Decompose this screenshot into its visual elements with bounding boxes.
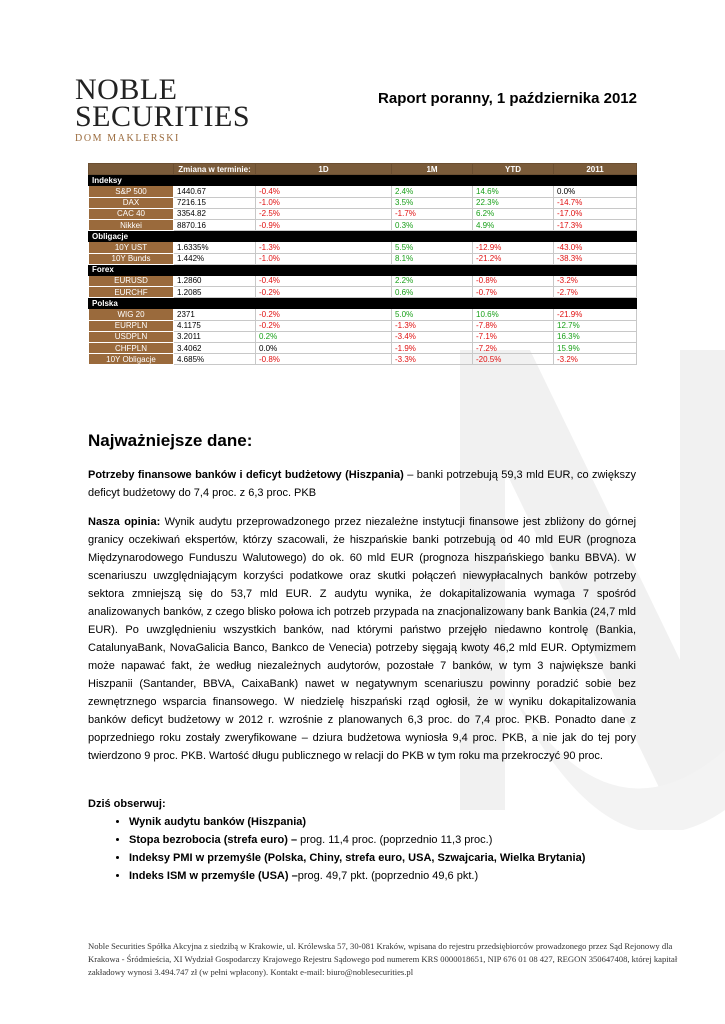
list-item	[129, 813, 648, 831]
table-header-row	[89, 164, 637, 175]
change-m1: 0.6%	[392, 287, 473, 298]
watch-list	[88, 813, 648, 885]
news-headline: Potrzeby finansowe banków i deficyt budżetowy (Hiszpania)	[88, 469, 404, 481]
change-ytd: -7.1%	[473, 331, 554, 342]
change-y2011: -3.2%	[554, 275, 637, 286]
instrument-name: DAX	[89, 197, 174, 208]
change-d1: -1.0%	[256, 197, 392, 208]
change-y2011: -3.2%	[554, 354, 637, 365]
table-section-row	[89, 231, 637, 242]
change-m1: 8.1%	[392, 253, 473, 264]
section-label: Forex	[89, 264, 637, 275]
column-header: YTD	[473, 164, 554, 175]
table-section-row	[89, 298, 637, 309]
table-section-row	[89, 175, 637, 186]
change-m1: -3.4%	[392, 331, 473, 342]
change-ytd: 6.2%	[473, 208, 554, 219]
change-ytd: 10.6%	[473, 309, 554, 320]
change-m1: 0.3%	[392, 219, 473, 230]
instrument-value: 4.685%	[174, 354, 256, 365]
table-row	[89, 354, 637, 365]
table-row	[89, 320, 637, 331]
change-m1: 3.5%	[392, 197, 473, 208]
table-row	[89, 343, 637, 354]
change-d1: -0.2%	[256, 320, 392, 331]
change-d1: -1.0%	[256, 253, 392, 264]
watch-item-bold: Stopa bezrobocia (strefa euro) –	[129, 834, 298, 846]
company-footer: Noble Securities Spółka Akcyjna z siedzibą w Krakowie, ul. Królewska 57, 30-081 Kraków, wpisana do rejestru przedsiębiorców prowadzonego przez Sąd Rejonowy dla Krakowa - Śródmieścia, XI Wydział Gospodarczy Krajowego Rejestru Sądowego pod numerem KRS 0000018651, NIP 676 01 08 427, REGON 350647408, której kapitał zakładowy wynosi 3.494.747 zł (w pełni wpłacony). Kontakt e-mail: biuro@noblesecurities.pl	[88, 941, 678, 977]
change-d1: -0.8%	[256, 354, 392, 365]
column-header: 1D	[256, 164, 392, 175]
watch-item-bold: Wynik audytu banków (Hiszpania)	[129, 816, 307, 828]
change-m1: -1.9%	[392, 343, 473, 354]
instrument-value: 3.2011	[174, 331, 256, 342]
table-row	[89, 219, 637, 230]
column-header: 1M	[392, 164, 473, 175]
change-m1: 5.5%	[392, 242, 473, 253]
logo-line2: SECURITIES	[75, 100, 251, 133]
table-row	[89, 309, 637, 320]
instrument-name: 10Y Bunds	[89, 253, 174, 264]
table-row	[89, 208, 637, 219]
table-row	[89, 197, 637, 208]
instrument-value: 1440.67	[174, 186, 256, 197]
news-paragraph	[88, 466, 636, 502]
logo-subtitle: DOM MAKLERSKI	[75, 133, 180, 144]
table-row	[89, 242, 637, 253]
section-title: Najważniejsze dane:	[88, 431, 253, 450]
instrument-value: 1.2085	[174, 287, 256, 298]
instrument-name: EURPLN	[89, 320, 174, 331]
section-label: Polska	[89, 298, 637, 309]
list-item	[129, 849, 648, 867]
change-m1: 2.4%	[392, 186, 473, 197]
watch-title: Dziś obserwuj:	[88, 798, 166, 810]
change-y2011: -17.0%	[554, 208, 637, 219]
section-label: Obligacje	[89, 231, 637, 242]
instrument-name: CHFPLN	[89, 343, 174, 354]
instrument-name: WIG 20	[89, 309, 174, 320]
instrument-value: 3354.82	[174, 208, 256, 219]
change-y2011: -17.3%	[554, 219, 637, 230]
change-ytd: -7.8%	[473, 320, 554, 331]
watch-item-bold: Indeksy PMI w przemyśle (Polska, Chiny, strefa euro, USA, Szwajcaria, Wielka Brytania)	[129, 852, 586, 864]
change-y2011: -2.7%	[554, 287, 637, 298]
watch-section	[88, 795, 648, 885]
instrument-name: S&P 500	[89, 186, 174, 197]
instrument-value: 4.1175	[174, 320, 256, 331]
watch-item-bold: Indeks ISM w przemyśle (USA) –	[129, 870, 298, 882]
change-d1: -0.4%	[256, 275, 392, 286]
change-d1: -0.2%	[256, 287, 392, 298]
change-ytd: -21.2%	[473, 253, 554, 264]
instrument-name: EURCHF	[89, 287, 174, 298]
list-item	[129, 867, 648, 885]
change-ytd: -12.9%	[473, 242, 554, 253]
section-label: Indeksy	[89, 175, 637, 186]
instrument-name: EURUSD	[89, 275, 174, 286]
instrument-value: 7216.15	[174, 197, 256, 208]
change-d1: 0.0%	[256, 343, 392, 354]
instrument-name: Nikkei	[89, 219, 174, 230]
change-d1: -2.5%	[256, 208, 392, 219]
opinion-label: Nasza opinia:	[88, 516, 161, 528]
table-row	[89, 275, 637, 286]
change-y2011: -21.9%	[554, 309, 637, 320]
change-ytd: -7.2%	[473, 343, 554, 354]
instrument-name: 10Y UST	[89, 242, 174, 253]
column-header: Zmiana w terminie:	[174, 164, 256, 175]
change-m1: 2.2%	[392, 275, 473, 286]
watch-item-text: prog. 11,4 proc. (poprzednio 11,3 proc.)	[297, 834, 493, 846]
change-y2011: 15.9%	[554, 343, 637, 354]
instrument-value: 1.442%	[174, 253, 256, 264]
column-header: 2011	[554, 164, 637, 175]
change-ytd: -20.5%	[473, 354, 554, 365]
instrument-value: 1.6335%	[174, 242, 256, 253]
table-section-row	[89, 264, 637, 275]
instrument-value: 2371	[174, 309, 256, 320]
change-d1: 0.2%	[256, 331, 392, 342]
change-ytd: 4.9%	[473, 219, 554, 230]
change-d1: -0.4%	[256, 186, 392, 197]
change-y2011: 0.0%	[554, 186, 637, 197]
change-y2011: 12.7%	[554, 320, 637, 331]
opinion-text: Wynik audytu przeprowadzonego przez niezależne instytucji finansowe jest zbliżony do górnej granicy oczekiwań ekspertów, którzy szacowali, że hiszpańskie banki potrzebują od 40 mld EUR (prognoza Międzynarodowego Funduszu Walutowego) do ok. 60 mld EUR (prognoza hiszpańskiego banku BBVA). W scenariuszu uwzględniającym korzyści podatkowe oraz skutki połączeń niewypłacalnych banków potrzeby sektora zmniejszą się do 53,7 mld EUR. Z audytu wynika, że dokapitalizowania wymaga 7 spośród analizowanych banków, z czego blisko połowa ich potrzeb przypada na znacjonalizowany bank Bankia (24,7 mld EUR). Po uwzględnieniu wszystkich banków, nad którymi państwo przejęło niedawno kontrolę (Bankia, CatalunyaBank, NovaGalicia Banco, Bankco de Venecia) potrzeby sięgają kwoty 46,2 mld EUR. Optymizmem może napawać fakt, że według niezależnych audytorów, pozostałe 7 banków, w tym 3 największe banki Hiszpanii (Santander, BBVA, CaixaBank) nawet w negatywnym scenariuszu powinny poradzić sobie bez zewnętrznego wsparcia finansowego. W niedzielę hiszpański rząd ogłosił, że w wyniku dokapitalizowania banków deficyt budżetowy w 2012 r. wzrośnie z planowanych 6,3 proc. do 7,4 proc. PKB. Ponadto dane z poprzedniego roku zostały zweryfikowane – dziura budżetowa wyniosła 9,4 proc. PKB, a nie jak do tej pory twierdzono 9 proc. PKB. Wartość długu publicznego w relacji do PKB w tym roku ma przekroczyć 90 proc.	[88, 516, 637, 762]
watch-item-text: prog. 49,7 pkt. (poprzednio 49,6 pkt.)	[297, 870, 479, 882]
report-title: Raport poranny, 1 października 2012	[378, 90, 637, 107]
change-ytd: 22.3%	[473, 197, 554, 208]
change-d1: -0.2%	[256, 309, 392, 320]
table-row	[89, 253, 637, 264]
table-row	[89, 331, 637, 342]
market-table	[88, 163, 637, 365]
change-y2011: 16.3%	[554, 331, 637, 342]
change-d1: -1.3%	[256, 242, 392, 253]
instrument-name: 10Y Obligacje	[89, 354, 174, 365]
instrument-value: 3.4062	[174, 343, 256, 354]
news-text: – banki potrzebują 59,3 mld EUR, co zwiększy deficyt budżetowy do 7,4 proc. z 6,3 proc. PKB	[88, 469, 636, 499]
table-row	[89, 186, 637, 197]
change-m1: 5.0%	[392, 309, 473, 320]
table-row	[89, 287, 637, 298]
change-m1: -3.3%	[392, 354, 473, 365]
instrument-value: 8870.16	[174, 219, 256, 230]
change-m1: -1.7%	[392, 208, 473, 219]
change-y2011: -38.3%	[554, 253, 637, 264]
column-header	[89, 164, 174, 175]
change-ytd: -0.7%	[473, 287, 554, 298]
opinion-paragraph	[88, 513, 636, 765]
company-logo	[75, 73, 251, 144]
instrument-value: 1.2860	[174, 275, 256, 286]
change-y2011: -43.0%	[554, 242, 637, 253]
instrument-name: CAC 40	[89, 208, 174, 219]
change-ytd: 14.6%	[473, 186, 554, 197]
change-ytd: -0.8%	[473, 275, 554, 286]
change-m1: -1.3%	[392, 320, 473, 331]
change-d1: -0.9%	[256, 219, 392, 230]
instrument-name: USDPLN	[89, 331, 174, 342]
list-item	[129, 831, 648, 849]
change-y2011: -14.7%	[554, 197, 637, 208]
logo-line1: NOBLE	[75, 73, 178, 106]
